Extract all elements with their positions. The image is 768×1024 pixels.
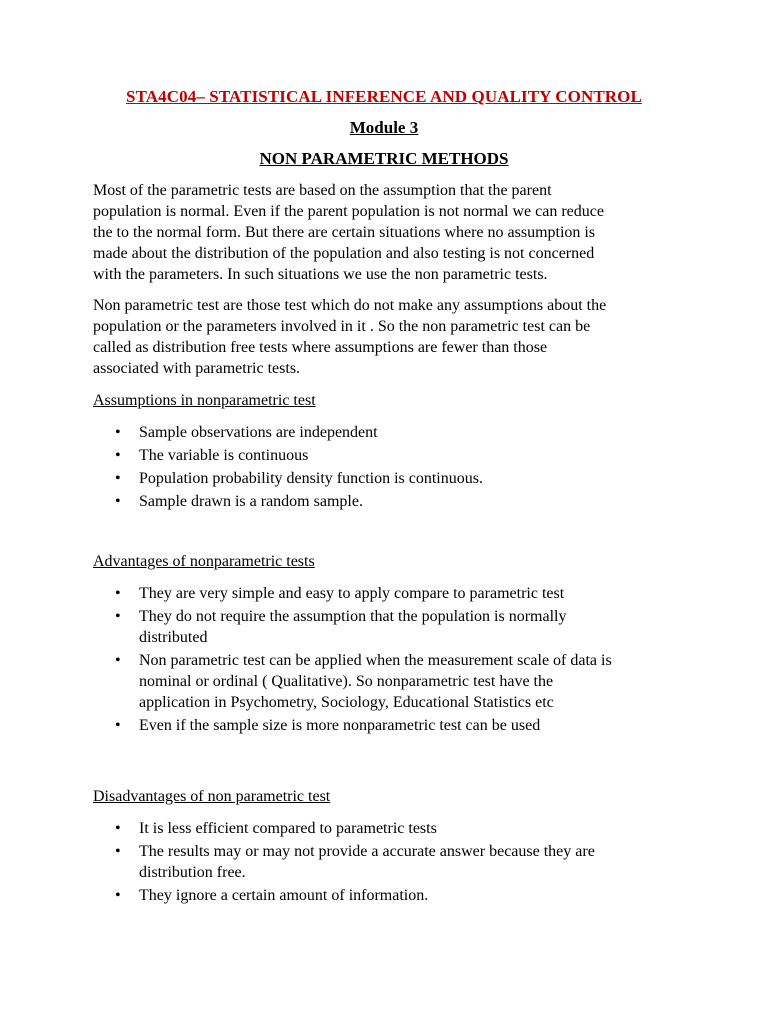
list-item: • It is less efficient compared to parametric tests bbox=[115, 820, 437, 837]
bullet-icon: • bbox=[115, 608, 121, 625]
bullet-icon: • bbox=[115, 424, 121, 441]
assumptions-list bbox=[93, 422, 693, 514]
paragraph-line: Non parametric test are those test which do not make any assumptions about the bbox=[93, 297, 607, 314]
bullet-icon: • bbox=[115, 820, 121, 837]
paragraph-line: the to the normal form. But there are certain situations where no assumption is bbox=[93, 224, 596, 241]
assumptions-heading: Assumptions in nonparametric test bbox=[93, 392, 316, 409]
paragraph-line: Most of the parametric tests are based on the assumption that the parent bbox=[93, 182, 552, 199]
list-item: • Even if the sample size is more nonparametric test can be used bbox=[115, 717, 541, 734]
bullet-icon: • bbox=[115, 585, 121, 602]
list-item: • They are very simple and easy to apply compare to parametric test bbox=[115, 585, 565, 602]
paragraph-line: associated with parametric tests. bbox=[93, 360, 301, 377]
section-heading: NON PARAMETRIC METHODS bbox=[259, 149, 509, 168]
bullet-icon: • bbox=[115, 717, 121, 734]
list-item: • The results may or may not provide a accurate answer because they are distribution free. bbox=[115, 843, 595, 881]
advantages-list bbox=[93, 583, 693, 738]
list-item: • Sample observations are independent bbox=[115, 424, 378, 441]
bullet-icon: • bbox=[115, 843, 121, 860]
list-item: • They do not require the assumption that the population is normally distributed bbox=[115, 608, 567, 646]
paragraph-line: made about the distribution of the population and also testing is not concerned bbox=[93, 245, 595, 262]
advantages-heading: Advantages of nonparametric tests bbox=[93, 553, 315, 570]
bullet-icon: • bbox=[115, 887, 121, 904]
list-item: • Sample drawn is a random sample. bbox=[115, 493, 363, 510]
list-item: • Population probability density function is continuous. bbox=[115, 470, 483, 487]
paragraph-line: called as distribution free tests where assumptions are fewer than those bbox=[93, 339, 548, 356]
paragraph-line: population or the parameters involved in it . So the non parametric test can be bbox=[93, 318, 591, 335]
list-item: • Non parametric test can be applied when the measurement scale of data is nominal or ordinal ( Qualitative). So nonparametric test have the application in Psychometry, Sociology, Educational Statistics etc bbox=[115, 652, 612, 711]
bullet-icon: • bbox=[115, 652, 121, 669]
list-item: • The variable is continuous bbox=[115, 447, 309, 464]
disadvantages-heading: Disadvantages of non parametric test bbox=[93, 788, 331, 805]
course-title: STA4C04– STATISTICAL INFERENCE AND QUALITY CONTROL bbox=[126, 87, 642, 106]
bullet-icon: • bbox=[115, 470, 121, 487]
bullet-icon: • bbox=[115, 447, 121, 464]
bullet-icon: • bbox=[115, 493, 121, 510]
module-title: Module 3 bbox=[349, 118, 419, 137]
paragraph-line: with the parameters. In such situations we use the non parametric tests. bbox=[93, 266, 548, 283]
intro-paragraph-2 bbox=[93, 295, 693, 379]
intro-paragraph-1 bbox=[93, 180, 693, 285]
list-item: • They ignore a certain amount of information. bbox=[115, 887, 429, 904]
paragraph-line: population is normal. Even if the parent population is not normal we can reduce bbox=[93, 203, 604, 220]
disadvantages-list bbox=[93, 818, 693, 908]
